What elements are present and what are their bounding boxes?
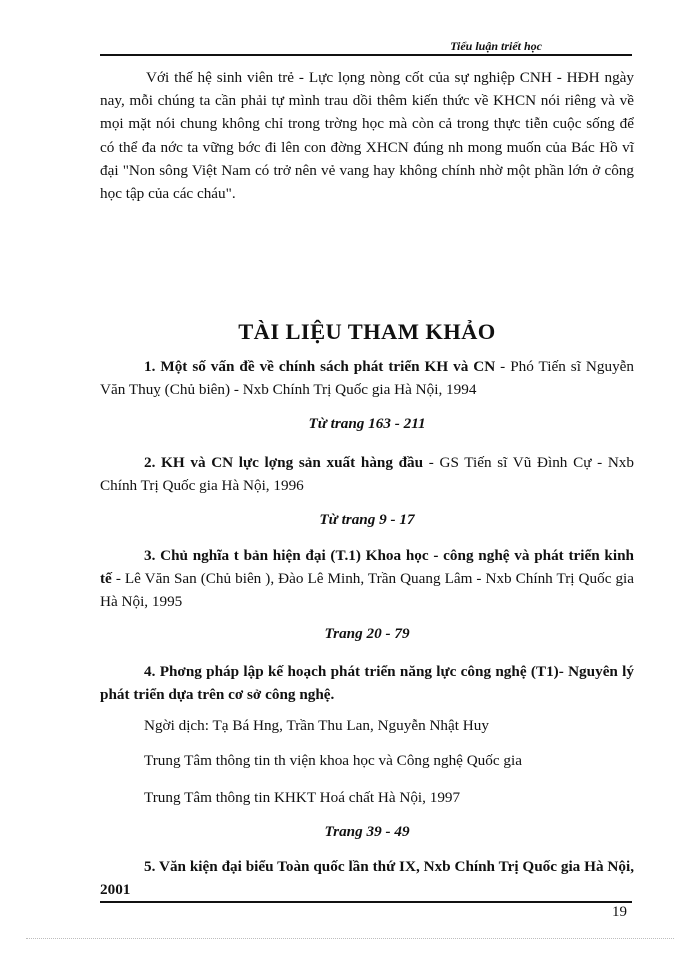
reference-2-pages: Từ trang 9 - 17 — [319, 511, 415, 528]
reference-3-details: - Lê Văn San (Chủ biên ), Đào Lê Minh, Trần Quang Lâm - Nxb Chính Trị Quốc gia Hà Nội, 1995 — [100, 570, 634, 611]
reference-1-details: - Phó Tiến sĩ Nguyễn Văn Thuỵ (Chủ biên) - Nxb Chính Trị Quốc gia Hà Nội, 1994 — [100, 358, 634, 399]
references-heading: TÀI LIỆU THAM KHẢO — [238, 319, 496, 344]
reference-4-publisher-1: Trung Tâm thông tin th viện khoa học và Công nghệ Quốc gia — [144, 752, 522, 769]
running-header: Tiểu luận triết học — [450, 39, 542, 53]
header-rule — [100, 54, 632, 56]
reference-5-title: 5. Văn kiện đại biểu Toàn quốc lần thứ IX, Nxb Chính Trị Quốc gia Hà Nội, 2001 — [100, 858, 634, 899]
footer-rule — [100, 901, 632, 903]
reference-item-3 — [100, 544, 634, 614]
reference-3-pages: Trang 20 - 79 — [324, 625, 410, 642]
reference-item-5 — [100, 855, 634, 901]
page-bottom-border — [26, 938, 674, 939]
reference-item-4 — [100, 660, 634, 706]
reference-1-title: 1. Một số vấn đề về chính sách phát triển KH và CN — [144, 358, 496, 375]
reference-4-publisher-2: Trung Tâm thông tin KHKT Hoá chất Hà Nội, 1997 — [144, 789, 461, 806]
reference-2-details: - GS Tiến sĩ Vũ Đình Cự - Nxb Chính Trị Quốc gia Hà Nội, 1996 — [100, 454, 634, 495]
reference-4-title: 4. Phơng pháp lập kế hoạch phát triển năng lực công nghệ (T1)- Nguyên lý phát triển dựa trên cơ sở công nghệ. — [100, 663, 634, 704]
reference-4-pages: Trang 39 - 49 — [324, 823, 410, 840]
page-number: 19 — [612, 904, 627, 920]
reference-4-translators: Ngời dịch: Tạ Bá Hng, Trần Thu Lan, Nguyễn Nhật Huy — [144, 717, 489, 734]
reference-item-1 — [100, 355, 634, 401]
reference-3-title: 3. Chủ nghĩa t bản hiện đại (T.1) Khoa học - công nghệ và phát triển kinh tế — [100, 547, 634, 588]
reference-1-pages: Từ trang 163 - 211 — [308, 415, 426, 432]
intro-paragraph: Với thế hệ sinh viên trẻ - Lực lọng nòng cốt của sự nghiệp CNH - HĐH ngày nay, mỗi chúng ta cần phải tự mình trau dồi thêm kiến thức về KHCN nói riêng và về mọi mặt nói chung không chỉ trong trờng học mà còn cả trong thực tiễn cuộc sống để có thể đa nớc ta vững bớc đi lên con đờng XHCN đúng nh mong muốn của Bác Hồ vĩ đại "Non sông Việt Nam có trở nên vẻ vang hay không chính nhờ một phần lớn ở công học tập của các cháu". — [100, 69, 634, 203]
reference-item-2 — [100, 451, 634, 497]
reference-2-title: 2. KH và CN lực lợng sản xuất hàng đầu — [144, 454, 424, 471]
